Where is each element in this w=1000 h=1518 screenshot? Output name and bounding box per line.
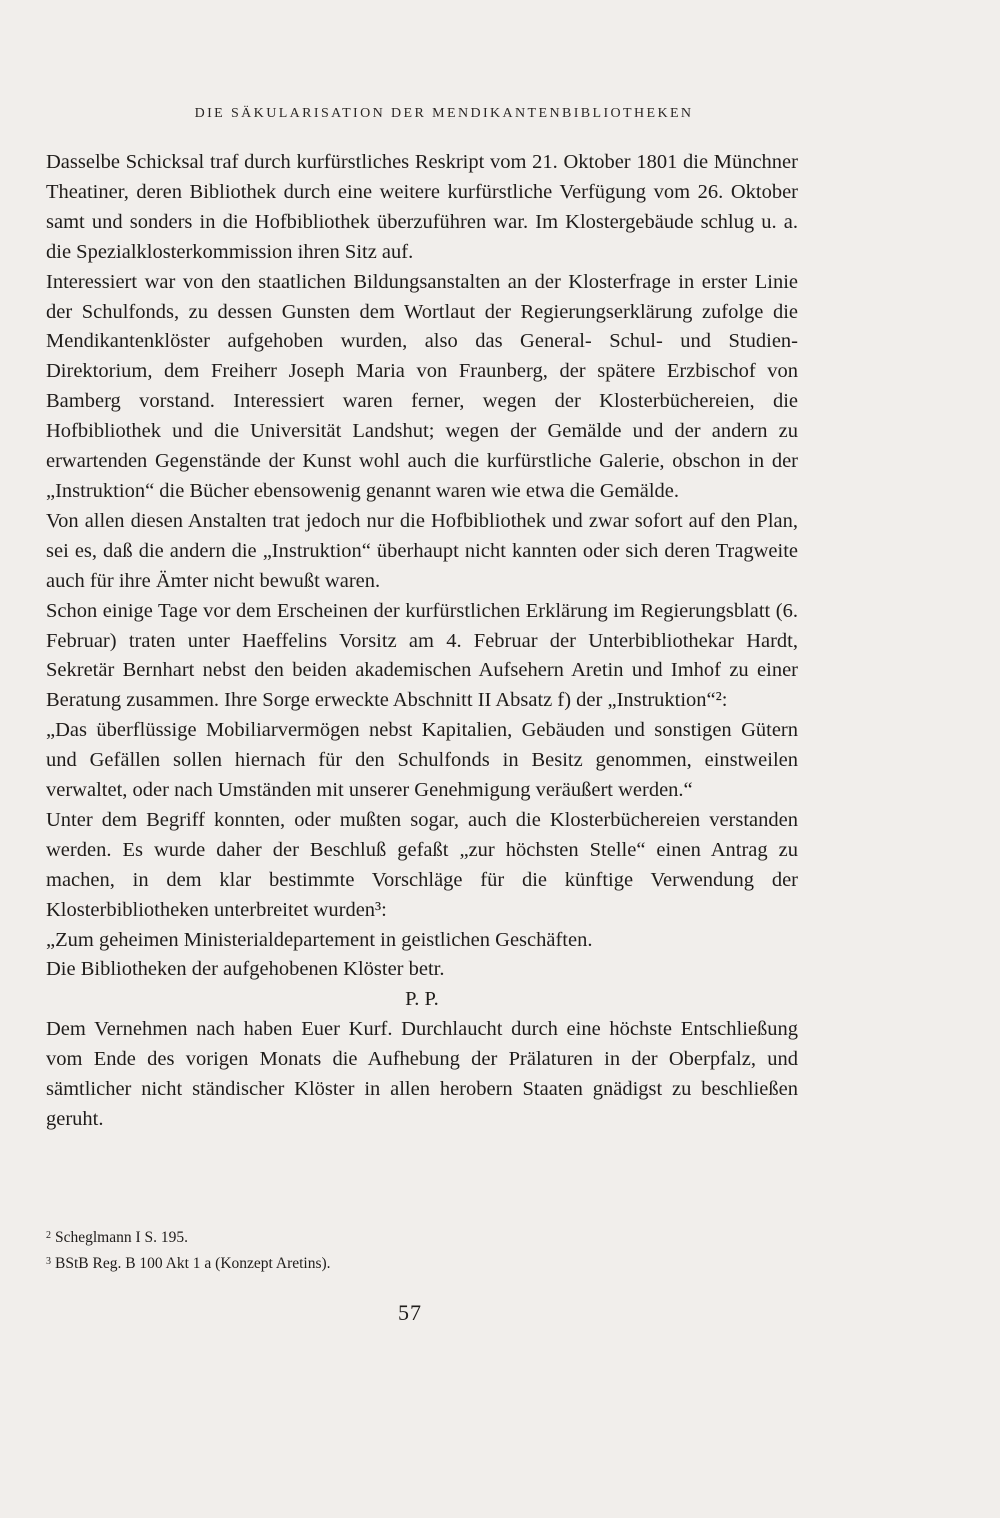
letter-salutation: P. P. [405,988,439,1011]
footnote-mark: 2 [46,1230,51,1241]
page-number: 57 [398,1300,422,1325]
letter-address: „Zum geheimen Ministerialdepartement in geistlichen Geschäften. [46,928,593,951]
paragraph: Interessiert war von den staatlichen Bildungsanstalten an der Klosterfrage in erster Linie der Schulfonds, zu dessen Gunsten dem Wortlaut der Regierungserklärung zufolge die Mendikantenklöster aufgehoben wurden, also das General- Schul- und Studien-Direktorium, dem Freiherr Joseph Maria von Fraunberg, der spätere Erzbischof von Bamberg vorstand. Interessiert waren ferner, wegen der Klosterbüchereien, die Hofbibliothek und die Universität Landshut; wegen der Gemälde und der andern zu erwartenden Gegenstände der Kunst wohl auch die kurfürstliche Galerie, obschon in der „Instruktion“ die Bücher ebensowenig genannt waren wie etwa die Gemälde. [46,270,798,502]
paragraph: Unter dem Begriff konnten, oder mußten sogar, auch die Klosterbüchereien verstanden werden. Es wurde daher der Beschluß gefaßt „zur höchsten Stelle“ einen Antrag zu machen, in dem klar bestimmte Vorschläge für die künftige Verwendung der Klosterbibliotheken unterbreitet wurden³: [46,808,798,921]
footnote-mark: 3 [46,1256,51,1267]
paragraph: Von allen diesen Anstalten trat jedoch nur die Hofbibliothek und zwar sofort auf den Plan, sei es, daß die andern die „Instruktion“ überhaupt nicht kannten oder sich deren Tragweite auch für ihre Ämter nicht bewußt waren. [46,509,798,592]
running-title: DIE SÄKULARISATION DER MENDIKANTENBIBLIOTHEKEN [194,106,694,121]
letter-subject: Die Bibliotheken der aufgehobenen Klöster betr. [46,958,445,981]
footnote-text: BStB Reg. B 100 Akt 1 a (Konzept Aretins). [55,1255,331,1272]
paragraph: Schon einige Tage vor dem Erscheinen der kurfürstlichen Erklärung im Regierungsblatt (6. Februar) traten unter Haeffelins Vorsitz am 4. Februar der Unterbibliothekar Hardt, Sekretär Bernhart nebst den beiden akademischen Aufsehern Aretin und Imhof zu einer Beratung zusammen. Ihre Sorge erweckte Abschnitt II Absatz f) der „Instruktion“²: [46,599,798,712]
footnote [46,1224,798,1250]
quotation: „Das überflüssige Mobiliarvermögen nebst Kapitalien, Gebäuden und sonstigen Gütern und Gefällen sollen hiernach für den Schulfonds in Besitz genommen, einstweilen verwaltet, oder nach Umständen mit unserer Genehmigung veräußert werden.“ [46,719,798,802]
letter-body: Dem Vernehmen nach haben Euer Kurf. Durchlaucht durch eine höchste Entschließung vom Ende des vorigen Monats die Aufhebung der Prälaturen in der Oberpfalz, und sämtlicher nicht ständischer Klöster in allen herobern Staaten gnädigst zu beschließen geruht. [46,1018,798,1130]
footnotes [46,1224,798,1276]
footnote-text: Scheglmann I S. 195. [55,1229,189,1246]
body-text [46,148,798,1135]
footnote [46,1250,798,1276]
paragraph: Dasselbe Schicksal traf durch kurfürstliches Reskript vom 21. Oktober 1801 die Münchner Theatiner, deren Bibliothek durch eine weitere kurfürstliche Verfügung vom 26. Oktober samt und sonders in die Hofbibliothek überzuführen war. Im Klostergebäude schlug u. a. die Spezialklosterkommission ihren Sitz auf. [46,151,798,263]
